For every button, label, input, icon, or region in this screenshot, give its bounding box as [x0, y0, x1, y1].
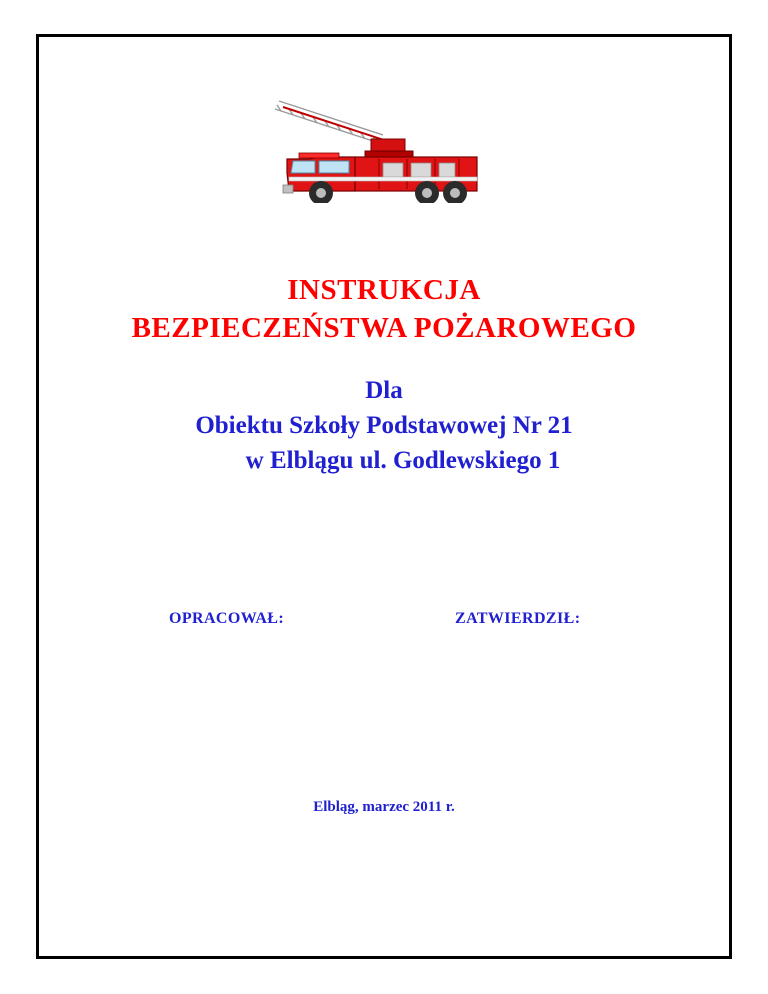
document-title — [39, 271, 729, 347]
signature-row — [39, 610, 729, 640]
title-line-1: INSTRUKCJA — [287, 274, 481, 306]
subtitle-line-3: w Elblągu ul. Godlewskiego 1 — [245, 447, 561, 474]
fire-truck-illustration — [39, 99, 729, 249]
title-line-2: BEZPIECZEŃSTWA POŻAROWEGO — [131, 312, 637, 344]
document-footer: Elbląg, marzec 2011 r. — [313, 799, 455, 815]
prepared-by-label: OPRACOWAŁ: — [169, 610, 285, 627]
document-subtitle — [39, 373, 729, 478]
approved-by-label: ZATWIERDZIŁ: — [455, 610, 581, 627]
document-page — [36, 34, 732, 959]
subtitle-line-2: Obiektu Szkoły Podstawowej Nr 21 — [195, 412, 573, 439]
page-content — [39, 37, 729, 956]
subtitle-line-1: Dla — [365, 377, 403, 404]
fire-truck-icon — [259, 99, 509, 219]
